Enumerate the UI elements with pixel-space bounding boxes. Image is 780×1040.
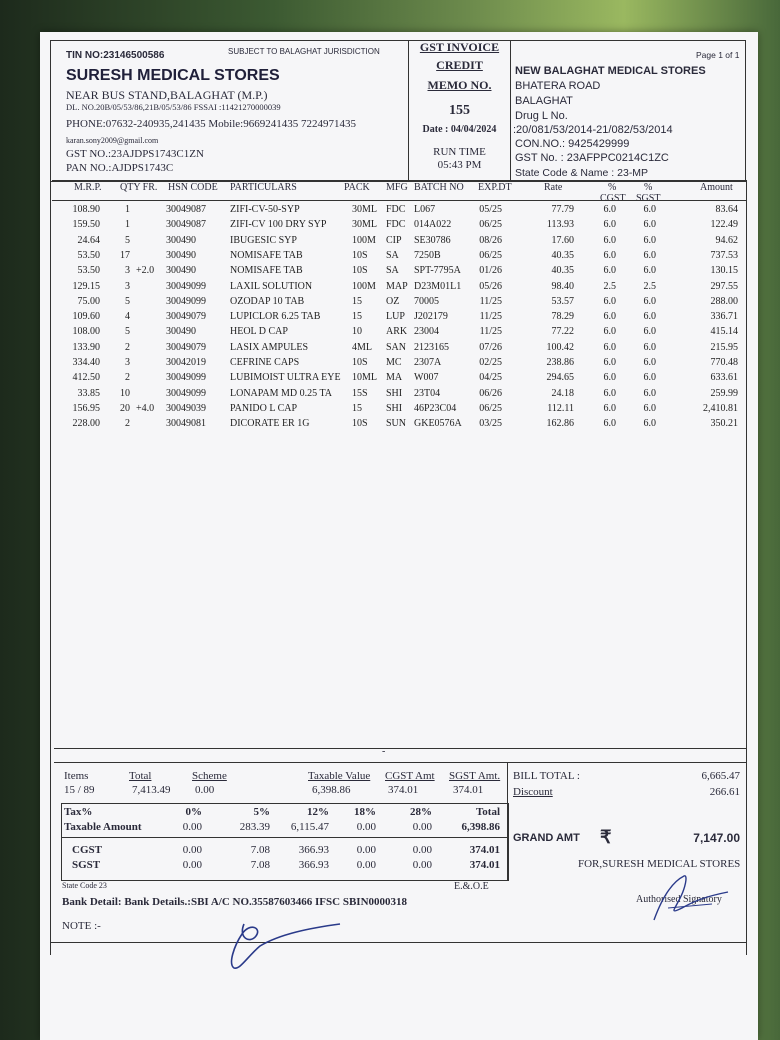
cell-hsn: 30049087 — [166, 219, 206, 231]
seller-name: SURESH MEDICAL STORES — [66, 67, 280, 84]
cell-exp: 06/25 — [479, 249, 502, 261]
cell-cgst: 2.5 — [603, 280, 616, 292]
cell-mfg: MC — [386, 357, 402, 368]
taxable-label: Taxable Value — [308, 770, 371, 782]
grand-amt-value: 7,147.00 — [693, 831, 740, 845]
tax-cell: 374.01 — [469, 859, 500, 871]
cell-exp: 08/26 — [479, 234, 502, 246]
table-row — [40, 219, 758, 234]
for-store: FOR,SURESH MEDICAL STORES — [578, 858, 741, 870]
cell-exp: 04/25 — [479, 372, 502, 384]
cell-exp: 07/26 — [479, 341, 502, 353]
cell-mfg: SUN — [386, 418, 407, 430]
cell-sgst: 6.0 — [643, 234, 656, 246]
bank-detail: Bank Detail: Bank Details.:SBI A/C NO.35587603466 IFSC SBIN0000318 — [62, 896, 408, 908]
rupee-icon: ₹ — [600, 827, 612, 847]
tax-cell: 7.08 — [250, 844, 270, 856]
cell-qty: 20 — [120, 402, 130, 414]
invoice-paper — [40, 32, 758, 1040]
cell-sgst: 6.0 — [643, 402, 656, 414]
cell-mrp: 334.40 — [72, 357, 100, 368]
cell-exp: 01/26 — [479, 265, 502, 277]
cell-exp: 11/25 — [479, 326, 502, 338]
col-amount: Amount — [700, 182, 733, 193]
cell-cgst: 6.0 — [603, 341, 616, 353]
table-row — [40, 235, 758, 250]
cell-exp: 06/26 — [479, 387, 502, 399]
cell-sgst: 6.0 — [643, 295, 656, 307]
cell-qty: 2 — [125, 418, 130, 430]
tax-cell: 0.00 — [412, 821, 432, 833]
cell-pack: 10S — [352, 418, 368, 430]
buyer-name: NEW BALAGHAT MEDICAL STORES — [515, 65, 706, 77]
tax-header: 0% — [185, 806, 202, 818]
cell-cgst: 6.0 — [603, 295, 616, 307]
cell-batch: J202179 — [414, 311, 448, 323]
cell-name: HEOL D CAP — [230, 326, 288, 338]
cell-sgst: 6.0 — [643, 357, 656, 368]
cell-name: LAXIL SOLUTION — [230, 280, 313, 292]
col-mrp: M.R.P. — [74, 182, 102, 193]
tax-header: 12% — [307, 806, 329, 818]
cell-pack: 10 — [352, 326, 362, 338]
cell-rate: 53.57 — [551, 295, 574, 307]
cell-mfg: OZ — [386, 295, 400, 307]
cell-amount: 83.64 — [715, 204, 738, 215]
cell-amount: 288.00 — [710, 295, 738, 307]
tax-cell: 6,115.47 — [290, 821, 329, 833]
cell-qty: 5 — [125, 234, 130, 246]
tax-cell: 6,398.86 — [461, 821, 500, 833]
cell-hsn: 300490 — [166, 326, 196, 338]
cell-mfg: CIP — [386, 234, 402, 246]
cell-mrp: 129.15 — [72, 280, 100, 292]
cell-exp: 05/25 — [479, 204, 502, 215]
seller-pan: PAN NO.:AJDPS1743C — [66, 162, 174, 174]
cell-exp: 06/25 — [479, 219, 502, 231]
cell-exp: 05/26 — [479, 280, 502, 292]
scheme-value: 0.00 — [195, 784, 215, 796]
col-rate: Rate — [544, 182, 563, 193]
cell-mrp: 133.90 — [72, 341, 100, 353]
cell-rate: 112.11 — [547, 402, 574, 414]
cell-exp: 11/25 — [479, 311, 502, 323]
cell-name: LONAPAM MD 0.25 TA — [230, 387, 332, 399]
seller-address: NEAR BUS STAND,BALAGHAT (M.P.) — [66, 88, 268, 102]
tax-cell: CGST — [72, 844, 102, 856]
cell-cgst: 6.0 — [603, 219, 616, 231]
cell-hsn: 300490 — [166, 234, 196, 246]
table-row — [40, 403, 758, 418]
tax-cell: Taxable Amount — [64, 821, 142, 833]
cell-pack: 15S — [352, 387, 368, 399]
bill-total-value: 6,665.47 — [701, 770, 740, 782]
col-sgst: % — [644, 182, 653, 193]
cell-pack: 10S — [352, 249, 368, 261]
cell-mfg: ARK — [386, 326, 408, 338]
cell-rate: 294.65 — [546, 372, 574, 384]
tax-cell: SGST — [72, 859, 101, 871]
cell-hsn: 30049099 — [166, 280, 206, 292]
cell-batch: 70005 — [414, 295, 439, 307]
authorised-signatory: Authorised Signatory — [636, 894, 722, 905]
tax-cell: 0.00 — [412, 859, 432, 871]
cgst-amt-value: 374.01 — [388, 784, 419, 796]
cell-qty: 2 — [125, 341, 130, 353]
cell-hsn: 30049099 — [166, 295, 206, 307]
cell-amount: 737.53 — [710, 249, 738, 261]
cell-qty: 5 — [125, 326, 130, 338]
scheme-label: Scheme — [192, 770, 227, 782]
table-row — [40, 342, 758, 357]
cell-name: LUPICLOR 6.25 TAB — [230, 311, 321, 323]
total-value: 7,413.49 — [132, 784, 171, 796]
tax-cell: 366.93 — [298, 844, 329, 856]
cell-rate: 24.18 — [551, 387, 574, 399]
tax-header: 5% — [253, 806, 270, 818]
tax-cell: 0.00 — [182, 844, 202, 856]
cell-amount: 122.49 — [710, 219, 738, 231]
cell-exp: 03/25 — [479, 418, 502, 430]
cell-batch: 014A022 — [414, 219, 452, 231]
cell-qty: 17 — [120, 249, 130, 261]
cell-cgst: 6.0 — [603, 372, 616, 384]
cell-mfg: MAP — [386, 280, 408, 292]
items-label: Items — [64, 770, 89, 782]
eoe: E.&.O.E — [454, 881, 489, 892]
cell-mrp: 75.00 — [77, 295, 100, 307]
cell-name: PANIDO L CAP — [230, 402, 298, 414]
table-row — [40, 265, 758, 280]
cell-batch: W007 — [414, 372, 439, 384]
cell-sgst: 6.0 — [643, 204, 656, 215]
sgst-amt-value: 374.01 — [453, 784, 484, 796]
cell-name: ZIFI-CV 100 DRY SYP — [230, 219, 327, 231]
tax-cell: 366.93 — [298, 859, 329, 871]
table-row — [40, 296, 758, 311]
cell-name: ZIFI-CV-50-SYP — [230, 204, 300, 215]
tax-cell: 283.39 — [239, 821, 270, 833]
jurisdiction: SUBJECT TO BALAGHAT JURISDICTION — [228, 47, 380, 56]
tax-cell: 0.00 — [356, 859, 376, 871]
note-label: NOTE :- — [62, 920, 101, 932]
cell-batch: SPT-7795A — [414, 265, 461, 277]
bill-total-label: BILL TOTAL : — [513, 770, 580, 782]
memo-date: Date : 04/04/2024 — [422, 124, 497, 135]
table-row — [40, 418, 758, 433]
memo-title-2: CREDIT — [436, 58, 483, 72]
discount-value: 266.61 — [709, 786, 740, 798]
cell-sgst: 6.0 — [643, 326, 656, 338]
cell-batch: 23T04 — [414, 387, 441, 399]
cell-cgst: 6.0 — [603, 357, 616, 368]
cell-hsn: 30049099 — [166, 372, 206, 384]
cell-pack: 10ML — [352, 372, 377, 384]
cell-mfg: MA — [386, 372, 403, 384]
cell-amount: 633.61 — [710, 372, 738, 384]
cell-mrp: 33.85 — [77, 387, 100, 399]
cell-rate: 98.40 — [551, 280, 574, 292]
table-row — [40, 311, 758, 326]
seller-email: karan.sony2009@gmail.com — [66, 136, 159, 145]
cell-batch: 7250B — [414, 249, 441, 261]
cell-mfg: FDC — [386, 219, 406, 231]
cell-sgst: 6.0 — [643, 372, 656, 384]
cell-mrp: 108.90 — [72, 204, 100, 215]
cell-hsn: 30049079 — [166, 311, 206, 323]
grand-amt-label: GRAND AMT — [513, 832, 580, 844]
cell-amount: 215.95 — [710, 341, 738, 353]
cell-pack: 10S — [352, 265, 368, 277]
handwritten-signature-icon — [220, 912, 360, 972]
col-hsn: HSN CODE — [168, 182, 218, 193]
cell-name: NOMISAFE TAB — [230, 265, 303, 277]
tax-cell: 0.00 — [356, 821, 376, 833]
col-cgst: % — [608, 182, 617, 193]
cell-amount: 94.62 — [715, 234, 738, 246]
page-number: Page 1 of 1 — [696, 50, 740, 60]
cell-sgst: 6.0 — [643, 311, 656, 323]
cell-mrp: 156.95 — [72, 402, 100, 414]
cell-sgst: 6.0 — [643, 341, 656, 353]
table-row — [40, 250, 758, 265]
cell-batch: 46P23C04 — [414, 402, 457, 414]
cell-mrp: 412.50 — [72, 372, 100, 384]
cell-cgst: 6.0 — [603, 204, 616, 215]
cell-batch: 2123165 — [414, 341, 449, 353]
cell-hsn: 30042019 — [166, 357, 206, 368]
cell-batch: GKE0576A — [414, 418, 462, 430]
cell-hsn: 30049039 — [166, 402, 206, 414]
cell-cgst: 6.0 — [603, 249, 616, 261]
cell-pack: 15 — [352, 295, 362, 307]
cell-hsn: 30049079 — [166, 341, 206, 353]
cell-pack: 100M — [352, 280, 376, 292]
buyer-state: State Code & Name : 23-MP — [515, 167, 649, 179]
cell-mfg: FDC — [386, 204, 406, 215]
buyer-contact: CON.NO.: 9425429999 — [515, 138, 630, 150]
cell-mrp: 109.60 — [72, 311, 100, 323]
cell-cgst: 6.0 — [603, 265, 616, 277]
cell-mfg: SA — [386, 249, 399, 261]
cell-sgst: 6.0 — [643, 265, 656, 277]
cell-name: NOMISAFE TAB — [230, 249, 303, 261]
tax-cell: 374.01 — [469, 844, 500, 856]
cell-qty: 5 — [125, 295, 130, 307]
cell-qty: 4 — [125, 311, 130, 323]
cell-qty: 3 — [125, 357, 130, 368]
col-batch: BATCH NO — [414, 182, 464, 193]
tax-cell: 0.00 — [182, 859, 202, 871]
run-time-label: RUN TIME — [433, 146, 486, 158]
table-row — [40, 281, 758, 296]
cell-rate: 40.35 — [551, 265, 574, 277]
cell-pack: 15 — [352, 311, 362, 323]
cell-mfg: SHI — [386, 387, 403, 399]
cell-exp: 11/25 — [479, 295, 502, 307]
cell-mfg: SA — [386, 265, 399, 277]
table-row — [40, 372, 758, 387]
tax-cell: 7.08 — [250, 859, 270, 871]
cell-pack: 30ML — [352, 204, 377, 215]
cell-qty: 1 — [125, 219, 130, 231]
cell-sgst: 6.0 — [643, 249, 656, 261]
cell-cgst: 6.0 — [603, 326, 616, 338]
tax-header: Tax% — [64, 806, 93, 818]
col-sgst-2: SGST — [636, 193, 661, 204]
cell-mrp: 228.00 — [72, 418, 100, 430]
cell-pack: 100M — [352, 234, 376, 246]
cell-cgst: 6.0 — [603, 234, 616, 246]
seller-gst: GST NO.:23AJDPS1743C1ZN — [66, 148, 204, 160]
cell-hsn: 300490 — [166, 249, 196, 261]
cell-qty: 2 — [125, 372, 130, 384]
col-qty: QTY FR. — [120, 182, 158, 193]
discount-label: Discount — [513, 786, 553, 798]
item-rows — [40, 204, 758, 464]
cell-batch: 23004 — [414, 326, 439, 338]
cell-rate: 77.79 — [551, 204, 574, 215]
cell-qty: 1 — [125, 204, 130, 215]
cell-sgst: 6.0 — [643, 418, 656, 430]
col-pack: PACK — [344, 182, 370, 193]
cell-cgst: 6.0 — [603, 402, 616, 414]
cell-mrp: 159.50 — [72, 219, 100, 231]
table-row — [40, 357, 758, 372]
cell-amount: 259.99 — [710, 387, 738, 399]
cell-exp: 06/25 — [479, 402, 502, 414]
col-exp: EXP.DT — [478, 182, 512, 193]
buyer-drug-no: :20/081/53/2014-21/082/53/2014 — [513, 124, 673, 136]
cell-rate: 40.35 — [551, 249, 574, 261]
cell-rate: 238.86 — [546, 357, 574, 368]
cell-batch: D23M01L1 — [414, 280, 462, 292]
cell-cgst: 6.0 — [603, 311, 616, 323]
cell-fr: +4.0 — [136, 402, 155, 414]
memo-number: 155 — [449, 103, 470, 118]
cell-pack: 30ML — [352, 219, 377, 231]
memo-title-1: GST INVOICE — [419, 40, 500, 54]
table-row — [40, 204, 758, 219]
cell-amount: 297.55 — [710, 280, 738, 292]
cgst-amt-label: CGST Amt — [385, 770, 435, 782]
cell-name: CEFRINE CAPS — [230, 357, 300, 368]
tax-cell: 0.00 — [356, 844, 376, 856]
cell-rate: 78.29 — [551, 311, 574, 323]
cell-rate: 113.93 — [546, 219, 574, 231]
table-row — [40, 326, 758, 341]
cell-mfg: SHI — [386, 402, 403, 414]
cell-sgst: 6.0 — [643, 219, 656, 231]
tax-header: 28% — [410, 806, 432, 818]
tax-header: 18% — [354, 806, 376, 818]
cell-amount: 2,410.81 — [703, 402, 738, 414]
cell-hsn: 300490 — [166, 265, 196, 277]
cell-sgst: 2.5 — [643, 280, 656, 292]
cell-qty: 3 — [125, 265, 130, 277]
cell-sgst: 6.0 — [643, 387, 656, 399]
cell-rate: 162.86 — [546, 418, 574, 430]
cell-mfg: SAN — [386, 341, 407, 353]
buyer-city: BALAGHAT — [515, 95, 573, 107]
taxable-value: 6,398.86 — [312, 784, 351, 796]
cell-name: IBUGESIC SYP — [230, 234, 297, 246]
cell-name: DICORATE ER 1G — [230, 418, 310, 430]
dash-mark: - — [382, 746, 386, 757]
memo-title-3: MEMO NO. — [427, 78, 492, 92]
tax-header: Total — [475, 806, 500, 818]
cell-amount: 350.21 — [710, 418, 738, 430]
cell-cgst: 6.0 — [603, 387, 616, 399]
cell-batch: SE30786 — [414, 234, 451, 246]
cell-hsn: 30049087 — [166, 204, 206, 215]
cell-mrp: 53.50 — [77, 249, 100, 261]
col-particulars: PARTICULARS — [230, 182, 297, 193]
cell-pack: 15 — [352, 402, 362, 414]
cell-qty: 10 — [120, 387, 130, 399]
cell-name: LUBIMOIST ULTRA EYE — [230, 372, 341, 384]
run-time: 05:43 PM — [437, 159, 482, 171]
sgst-amt-label: SGST Amt. — [449, 770, 501, 782]
cell-mrp: 24.64 — [77, 234, 100, 246]
cell-pack: 10S — [352, 357, 368, 368]
cell-name: LASIX AMPULES — [230, 341, 309, 353]
cell-batch: 2307A — [414, 357, 442, 368]
cell-fr: +2.0 — [136, 265, 155, 277]
cell-batch: L067 — [414, 204, 436, 215]
cell-mrp: 108.00 — [72, 326, 100, 338]
cell-exp: 02/25 — [479, 357, 502, 368]
cell-mrp: 53.50 — [77, 265, 100, 277]
authorised-signature-icon — [648, 868, 738, 928]
cell-amount: 130.15 — [710, 265, 738, 277]
tax-cell: 0.00 — [412, 844, 432, 856]
cell-hsn: 30049081 — [166, 418, 206, 430]
seller-phone: PHONE:07632-240935,241435 Mobile:9669241435 7224971435 — [66, 118, 356, 130]
col-mfg: MFG — [386, 182, 408, 193]
col-cgst-2: CGST — [600, 193, 626, 204]
cell-cgst: 6.0 — [603, 418, 616, 430]
cell-rate: 77.22 — [551, 326, 574, 338]
cell-hsn: 30049099 — [166, 387, 206, 399]
table-row — [40, 388, 758, 403]
cell-qty: 3 — [125, 280, 130, 292]
buyer-gst: GST No. : 23AFPPC0214C1ZC — [515, 152, 669, 164]
cell-amount: 415.14 — [710, 326, 738, 338]
cell-name: OZODAP 10 TAB — [230, 295, 305, 307]
cell-rate: 17.60 — [551, 234, 574, 246]
state-code: State Code 23 — [62, 881, 107, 890]
items-value: 15 / 89 — [64, 784, 95, 796]
cell-mfg: LUP — [386, 311, 405, 323]
tax-cell: 0.00 — [182, 821, 202, 833]
total-label: Total — [129, 770, 152, 782]
cell-amount: 770.48 — [710, 357, 738, 368]
cell-amount: 336.71 — [710, 311, 738, 323]
cell-pack: 4ML — [352, 341, 372, 353]
seller-dl: DL. NO.20B/05/53/86,21B/05/53/86 FSSAI :11421270000039 — [66, 102, 281, 112]
buyer-road: BHATERA ROAD — [515, 80, 601, 92]
seller-tin: TIN NO:23146500586 — [66, 50, 165, 61]
buyer-drug-label: Drug L No. — [515, 110, 568, 122]
cell-rate: 100.42 — [546, 341, 574, 353]
